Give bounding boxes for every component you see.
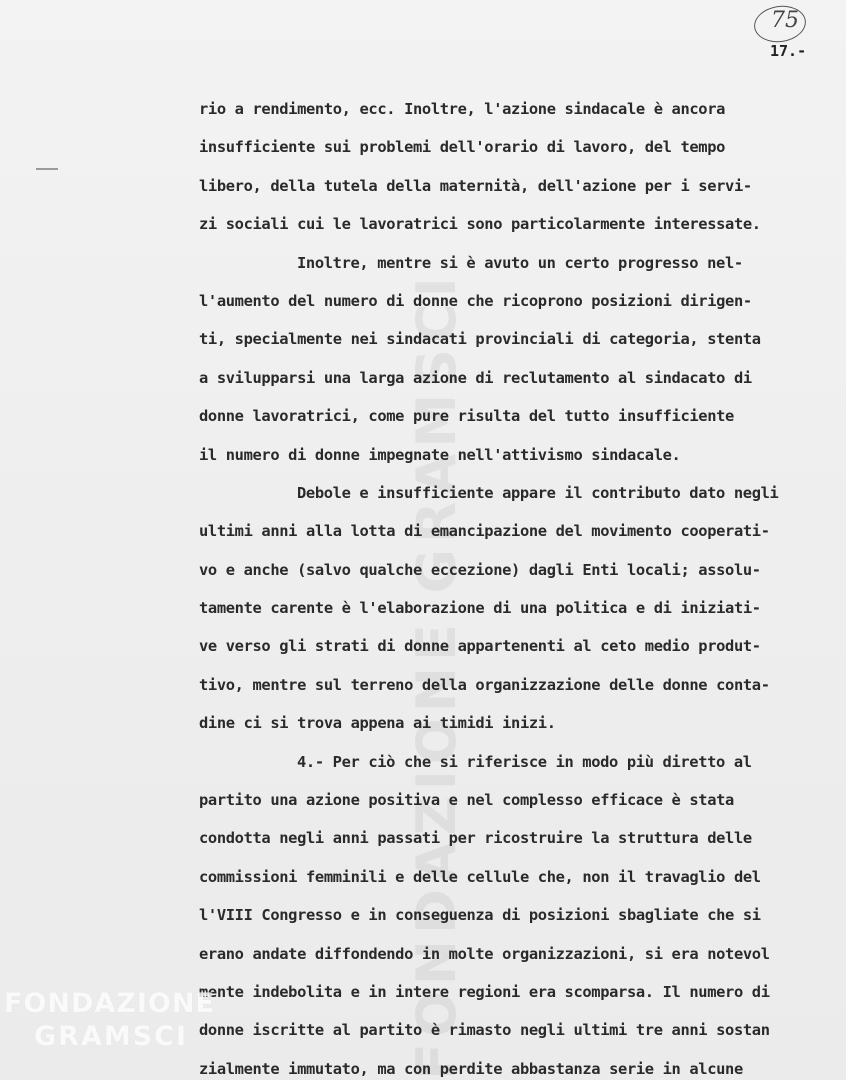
text-line: ve verso gli strati di donne appartenenti al ceto medio produt- (199, 637, 761, 656)
text-line: zialmente immutato, ma con perdite abbastanza serie in alcune (199, 1059, 743, 1078)
text-line: Debole e insufficiente appare il contributo dato negli (297, 483, 779, 502)
fondazione-gramsci-logo (4, 990, 215, 1050)
text-line: condotta negli anni passati per ricostruire la struttura delle (199, 829, 752, 848)
logo-line-2: GRAMSCI (34, 1021, 189, 1052)
body-text (199, 96, 839, 1080)
text-line: dine ci si trova appena ai timidi inizi. (199, 714, 556, 733)
text-line: libero, della tutela della maternità, dell'azione per i servi- (199, 176, 752, 195)
text-line: erano andate diffondendo in molte organizzazioni, si era notevol (199, 944, 770, 963)
text-line: tamente carente è l'elaborazione di una politica e di iniziati- (199, 599, 761, 618)
page-number: 17.- (770, 42, 807, 60)
text-line: zi sociali cui le lavoratrici sono particolarmente interessate. (199, 215, 761, 234)
text-line: partito una azione positiva e nel complesso efficace è stata (199, 791, 734, 810)
archive-number: 75 (771, 8, 799, 33)
vertical-watermark: FONDAZIONE GRAMSCI (405, 271, 468, 1080)
text-line: vo e anche (salvo qualche eccezione) dagli Enti locali; assolu- (199, 560, 761, 579)
logo-line-1: FONDAZIONE (4, 988, 215, 1019)
text-line: ultimi anni alla lotta di emancipazione del movimento cooperati- (199, 522, 770, 541)
text-line: rio a rendimento, ecc. Inoltre, l'azione sindacale è ancora (199, 100, 726, 118)
text-line: tivo, mentre sul terreno della organizzazione delle donne conta- (199, 675, 770, 694)
text-line: ti, specialmente nei sindacati provinciali di categoria, stenta (199, 330, 761, 349)
text-line: Inoltre, mentre si è avuto un certo progresso nel- (297, 253, 743, 272)
text-line: l'VIII Congresso e in conseguenza di posizioni sbagliate che si (199, 906, 761, 925)
text-line: l'aumento del numero di donne che ricoprono posizioni dirigen- (199, 291, 752, 310)
text-line: mente indebolita e in intere regioni era scomparsa. Il numero di (199, 982, 770, 1001)
text-line: 4.- Per ciò che si riferisce in modo più diretto al (297, 752, 752, 771)
text-line: insufficiente sui problemi dell'orario di lavoro, del tempo (199, 138, 726, 157)
margin-mark (36, 168, 58, 170)
text-line: donne lavoratrici, come pure risulta del tutto insufficiente (199, 407, 734, 426)
text-line: il numero di donne impegnate nell'attivismo sindacale. (199, 445, 681, 464)
text-line: donne iscritte al partito è rimasto negli ultimi tre anni sostan (199, 1021, 770, 1040)
text-line: commissioni femminili e delle cellule che, non il travaglio del (199, 867, 761, 886)
text-line: a svilupparsi una larga azione di reclutamento al sindacato di (199, 368, 752, 387)
